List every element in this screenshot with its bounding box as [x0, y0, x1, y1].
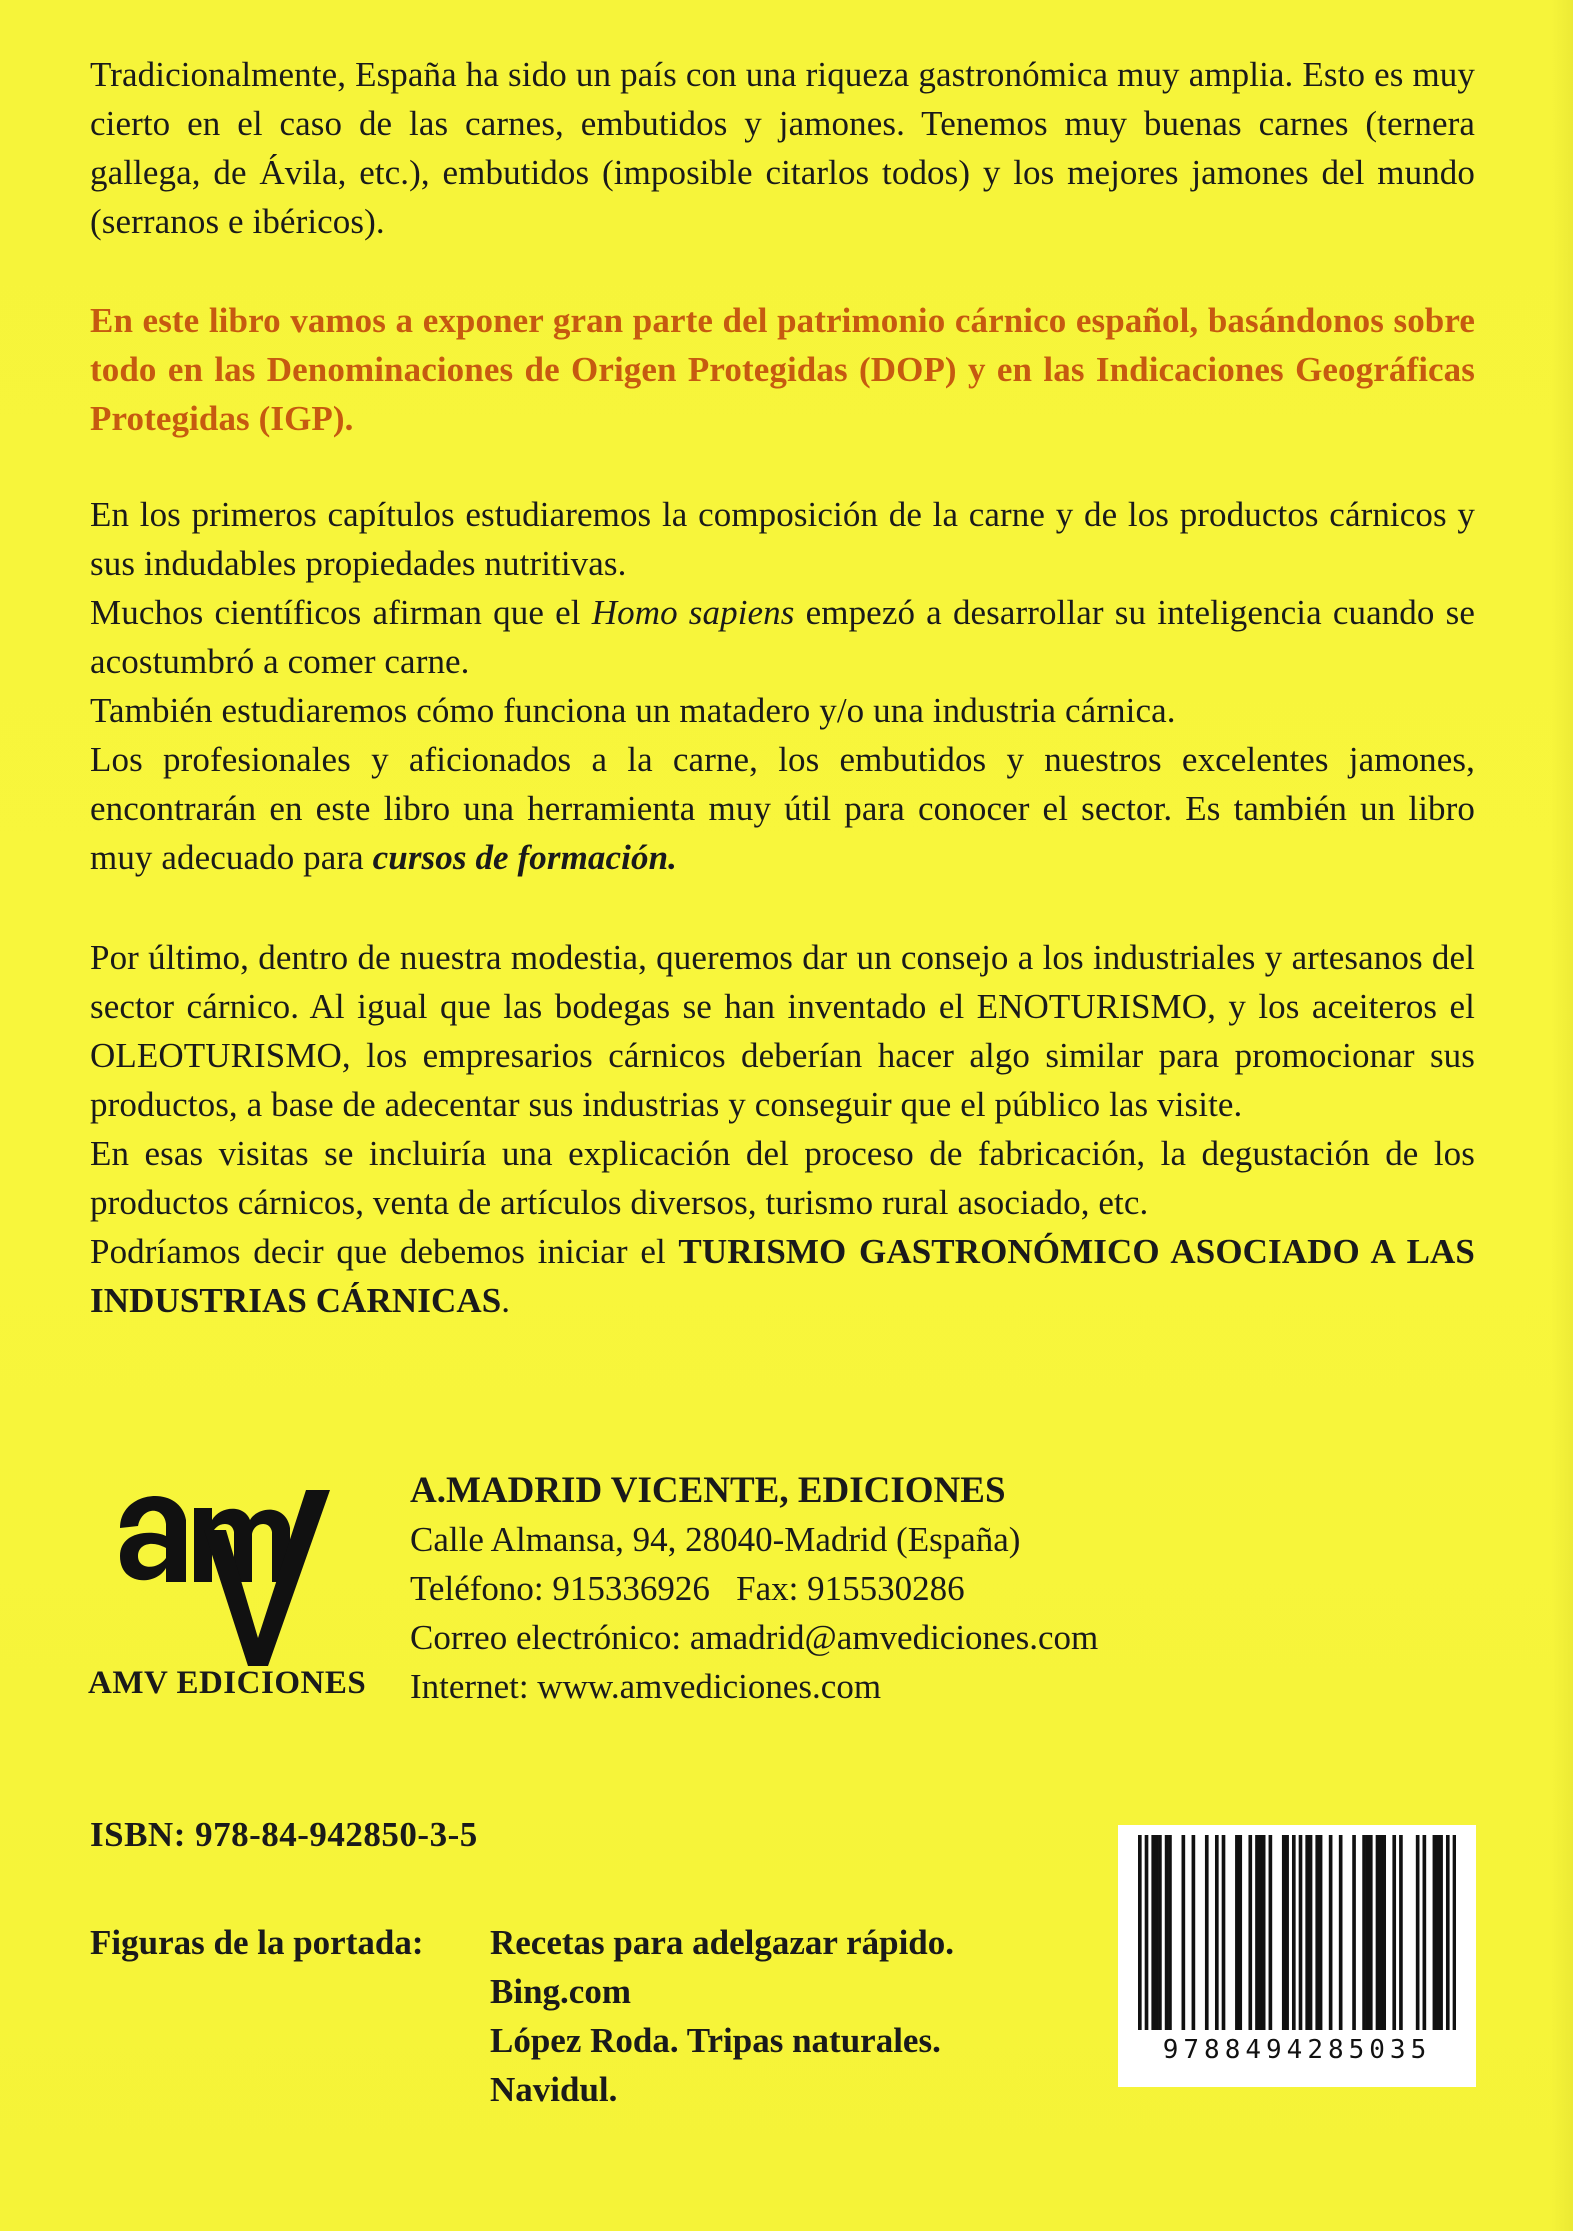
- publisher-phone: Teléfono: 915336926 Fax: 915530286: [410, 1569, 965, 1608]
- barcode-bar: [1282, 1835, 1286, 2030]
- barcode-bar: [1145, 1835, 1149, 2030]
- closing-sentence-3-post: .: [501, 1281, 511, 1320]
- barcode-bar: [1182, 1835, 1186, 2030]
- barcode-bar: [1192, 1835, 1196, 2030]
- barcode-bar: [1315, 1835, 1319, 2030]
- closing-paragraph: [90, 933, 1475, 1325]
- barcode-bar: [1309, 1835, 1313, 2030]
- barcode-bar: [1292, 1835, 1296, 2030]
- barcode-bar: [1319, 1835, 1323, 2030]
- barcode-bar: [1299, 1835, 1303, 2030]
- barcode-bar: [1285, 1835, 1289, 2030]
- barcode-bar: [1362, 1835, 1366, 2030]
- barcode-bar: [1446, 1835, 1450, 2030]
- amv-logo-icon: [108, 1470, 348, 1670]
- barcode-bar: [1215, 1835, 1219, 2030]
- body-sentence-3: También estudiaremos cómo funciona un matadero y/o una industria cárnica.: [90, 691, 1176, 730]
- barcode-bar: [1376, 1835, 1380, 2030]
- barcode-bar: [1352, 1835, 1356, 2030]
- credit-item: Bing.com: [490, 1972, 631, 2011]
- publisher-address: Calle Almansa, 94, 28040-Madrid (España): [410, 1520, 1021, 1559]
- barcode-bar: [1439, 1835, 1443, 2030]
- barcode-bars: [1138, 1835, 1456, 2035]
- intro-paragraph: [90, 50, 1475, 246]
- barcode-bar: [1205, 1835, 1209, 2030]
- turismo-gastronomico-emphasis: TURISMO GASTRONÓMICO ASOCIADO A LAS INDUSTRIAS CÁRNICAS: [90, 1232, 1475, 1320]
- barcode-bar: [1155, 1835, 1159, 2030]
- credits-label: Figuras de la portada:: [90, 1923, 424, 1962]
- barcode-bar: [1262, 1835, 1266, 2030]
- cover-edge-shadow: [1551, 0, 1573, 2231]
- barcode-bar: [1382, 1835, 1386, 2030]
- barcode-bar: [1269, 1835, 1273, 2030]
- closing-sentence-3: [90, 1227, 1475, 1325]
- barcode-bar: [1392, 1835, 1396, 2030]
- barcode-bar: [1255, 1835, 1259, 2030]
- logo-caption: AMV EDICIONES: [88, 1665, 367, 1701]
- barcode-bar: [1329, 1835, 1333, 2030]
- highlight-text: En este libro vamos a exponer gran parte del patrimonio cárnico español, basándonos sobre todo en las Denominaciones de Origen Protegidas (DOP) y en las Indicaciones Geográficas Protegidas (IGP).: [90, 301, 1475, 438]
- credit-item: López Roda. Tripas naturales.: [490, 2021, 941, 2060]
- barcode-bar: [1238, 1835, 1242, 2030]
- barcode-bar: [1416, 1835, 1420, 2030]
- barcode-bar: [1248, 1835, 1252, 2030]
- barcode-bar: [1222, 1835, 1226, 2030]
- barcode-bar: [1399, 1835, 1403, 2030]
- body-sentence-4: [90, 735, 1475, 882]
- barcode-bar: [1433, 1835, 1437, 2030]
- intro-text: Tradicionalmente, España ha sido un país con una riqueza gastronómica muy amplia. Esto es muy cierto en el caso de las carnes, embutidos y jamones. Tenemos muy buenas carnes (ternera gallega, de Ávila, etc.), embutidos (imposible citarlos todos) y los mejores jamones del mundo (serranos e ibéricos).: [90, 55, 1475, 241]
- publisher-web: Internet: www.amvediciones.com: [410, 1667, 882, 1706]
- barcode-bar: [1369, 1835, 1373, 2030]
- barcode-bar: [1158, 1835, 1162, 2030]
- body-sentence-4-pre: Los profesionales y aficionados a la carne, los embutidos y nuestros excelentes jamones, encontrarán en este libro una herramienta muy útil para conocer el sector. Es también un libro muy adecuado para: [90, 740, 1475, 877]
- barcode-bar: [1259, 1835, 1263, 2030]
- barcode-digits: 9788494285035: [1162, 2035, 1432, 2065]
- credit-item: Navidul.: [490, 2070, 618, 2109]
- barcode-bar: [1423, 1835, 1427, 2030]
- credit-item: Recetas para adelgazar rápido.: [490, 1923, 955, 1962]
- body-paragraph: [90, 490, 1475, 882]
- barcode: [1118, 1825, 1476, 2087]
- body-sentence-2-post: empezó a desarrollar su inteligencia cuando se acostumbró a comer carne.: [90, 593, 1475, 681]
- body-sentence-2: [90, 588, 1475, 686]
- barcode-bar: [1379, 1835, 1383, 2030]
- barcode-bar: [1138, 1835, 1142, 2030]
- barcode-bar: [1151, 1835, 1155, 2030]
- publisher-name: A.MADRID VICENTE, EDICIONES: [410, 1470, 1006, 1511]
- cursos-formacion-emphasis: cursos de formación.: [372, 838, 678, 877]
- barcode-bar: [1165, 1835, 1169, 2030]
- credits-list: [490, 1918, 954, 2114]
- body-sentence-1: En los primeros capítulos estudiaremos la composición de la carne y de los productos cárnicos y sus indudables propiedades nutritivas.: [90, 495, 1475, 583]
- barcode-bar: [1453, 1835, 1456, 2030]
- closing-sentence-2: En esas visitas se incluiría una explicación del proceso de fabricación, la degustación de los productos cárnicos, venta de artículos diversos, turismo rural asociado, etc.: [90, 1134, 1475, 1222]
- closing-sentence-3-pre: Podríamos decir que debemos iniciar el: [90, 1232, 679, 1271]
- publisher-info: [410, 1466, 1098, 1711]
- barcode-bar: [1436, 1835, 1440, 2030]
- barcode-bar: [1235, 1835, 1239, 2030]
- publisher-email: Correo electrónico: amadrid@amvediciones.com: [410, 1618, 1099, 1657]
- highlight-paragraph: [90, 296, 1475, 443]
- body-sentence-2-pre: Muchos científicos afirman que el: [90, 593, 592, 632]
- closing-sentence-1: Por último, dentro de nuestra modestia, queremos dar un consejo a los industriales y artesanos del sector cárnico. Al igual que las bodegas se han inventado el ENOTURISMO, y los aceiteros el OLEOTURISMO, los empresarios cárnicos deberían hacer algo similar para promocionar sus productos, a base de adecentar sus industrias y conseguir que el público las visite.: [90, 938, 1475, 1124]
- isbn: ISBN: 978-84-942850-3-5: [90, 1815, 478, 1854]
- barcode-bar: [1305, 1835, 1309, 2030]
- barcode-bar: [1339, 1835, 1343, 2030]
- barcode-bar: [1168, 1835, 1172, 2030]
- cover-credits: [90, 1918, 954, 2114]
- barcode-bar: [1366, 1835, 1370, 2030]
- homo-sapiens-italic: Homo sapiens: [591, 593, 795, 632]
